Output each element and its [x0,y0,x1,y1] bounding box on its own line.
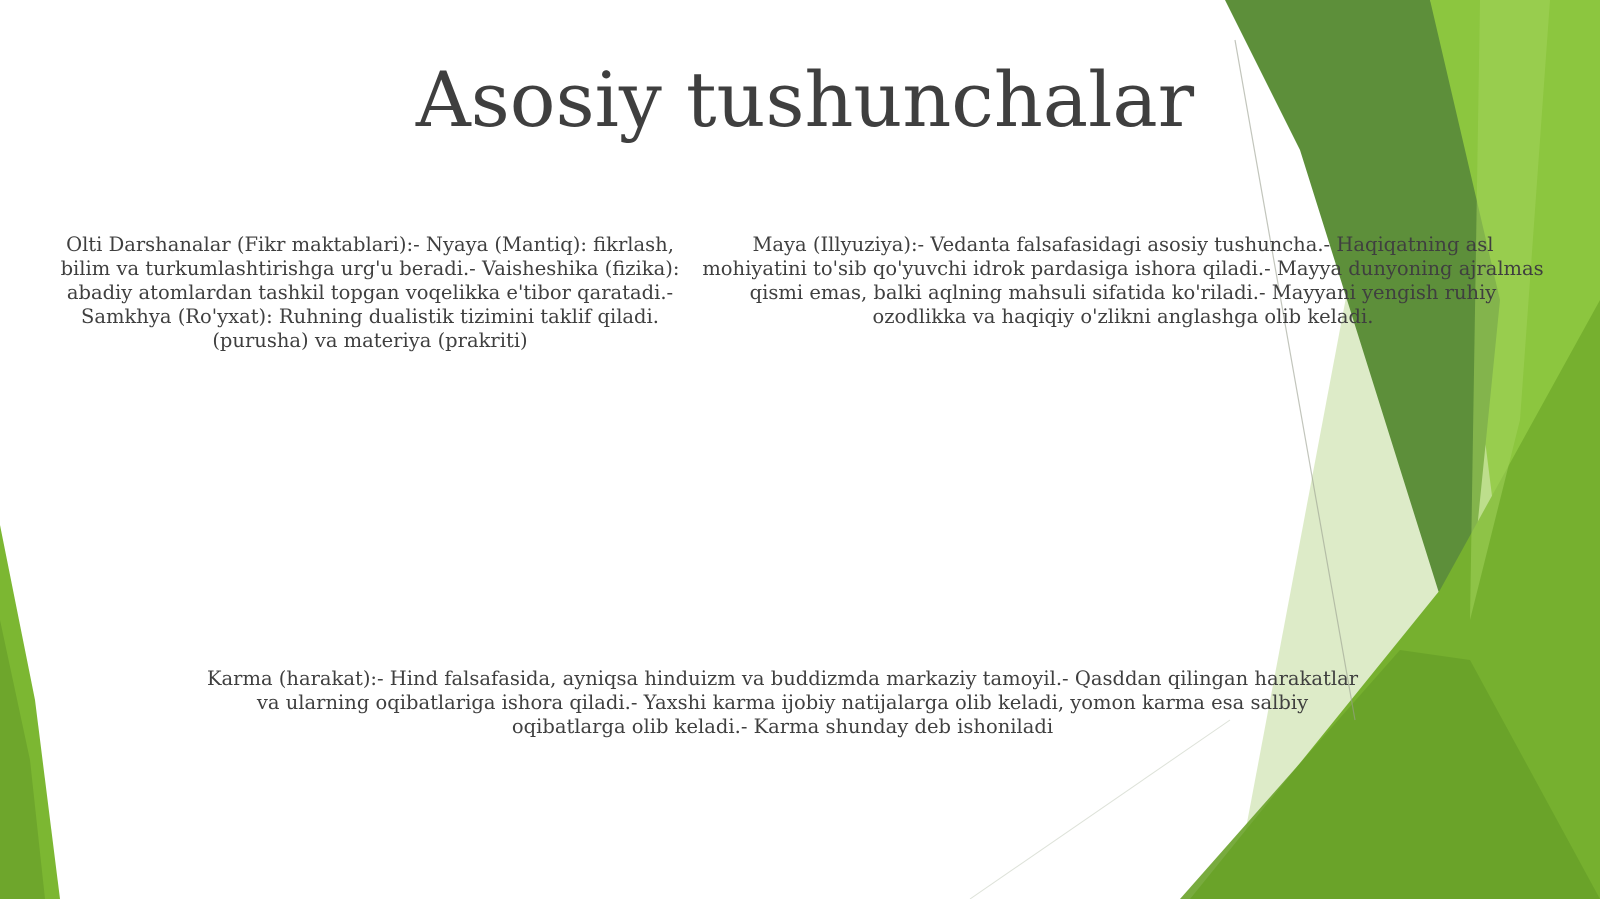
slide-title: Asosiy tushunchalar [415,55,1195,144]
text-block-karma: Karma (harakat):- Hind falsafasida, ayniqsa hinduizm va buddizmda markaziy tamoyil.- Qasddan qilingan harakatlar va ularning oqibatlariga ishora qiladi.- Yaxshi karma ijobiy natijalarga olib keladi, yomon karma esa salbiy oqibatlarga olib keladi.- Karma shunday deb ishoniladi [206,667,1359,738]
text-block-maya: Maya (Illyuziya):- Vedanta falsafasidagi asosiy tushuncha.- Haqiqatning asl mohiyatini to'sib qo'yuvchi idrok pardasiga ishora qiladi.- Mayya dunyoning ajralmas qismi emas, balki aqlning mahsuli sifatida ko'riladi.- Mayyani yengish ruhiy ozodlikka va haqiqiy o'zlikni anglashga olib keladi. [702,233,1544,328]
text-block-darshanas: Olti Darshanalar (Fikr maktablari):- Nyaya (Mantiq): fikrlash, bilim va turkumlashtirishga urg'u beradi.- Vaisheshika (fizika): abadiy atomlardan tashkil topgan voqelikka e'tibor qaratadi.- Samkhya (Ro'yxat): Ruhning dualistik tizimini taklif qiladi. (purusha) va materiya (prakriti) [60,233,680,352]
bottom-thin-line [970,720,1230,899]
